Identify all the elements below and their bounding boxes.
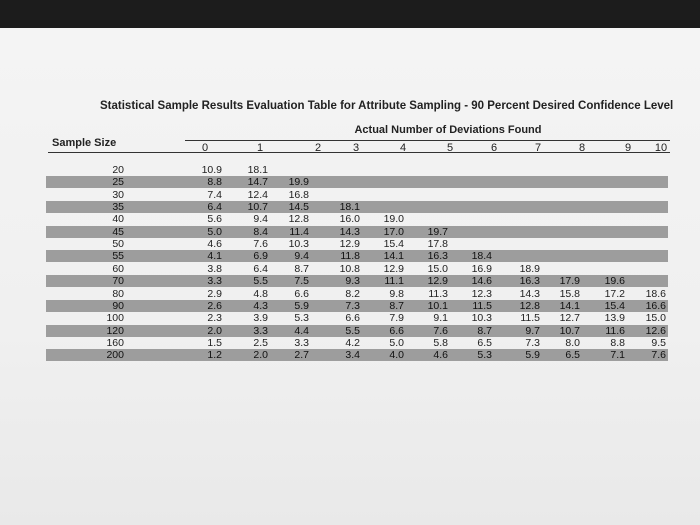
upper-limit-cell: 8.2 [345,287,360,300]
deviation-header-10: 10 [654,142,668,154]
upper-limit-cell: 12.9 [339,238,360,251]
upper-limit-cell: 8.8 [610,336,625,349]
upper-limit-cell: 8.7 [294,262,309,275]
upper-limit-cell: 10.9 [201,164,222,176]
sample-size-cell: 80 [112,287,124,300]
upper-limit-cell: 11.8 [340,250,360,263]
table-row [46,213,668,225]
deviation-header-3: 3 [352,142,360,154]
table-row [46,325,668,337]
upper-limit-cell: 5.8 [433,336,448,349]
upper-limit-cell: 7.6 [433,324,448,337]
sample-size-cell: 45 [112,225,124,238]
upper-limit-cell: 8.7 [389,299,404,312]
upper-limit-cell: 12.7 [559,312,580,325]
upper-limit-cell: 5.6 [207,213,222,226]
upper-limit-cell: 10.3 [288,238,309,251]
upper-limit-cell: 19.0 [383,213,404,226]
upper-limit-cell: 8.7 [477,324,492,337]
upper-limit-cell: 10.8 [339,262,360,275]
upper-limit-cell: 3.8 [207,262,222,275]
upper-limit-cell: 9.4 [294,250,309,263]
upper-limit-cell: 6.4 [253,262,268,275]
upper-limit-cell: 1.5 [207,336,222,349]
upper-limit-cell: 5.0 [389,336,404,349]
sample-size-cell: 120 [106,324,124,337]
sample-size-cell: 25 [112,176,124,189]
upper-limit-cell: 19.6 [604,275,625,288]
sample-size-cell: 35 [112,201,124,214]
upper-limit-cell: 2.9 [207,287,222,300]
table-row [46,176,668,188]
upper-limit-cell: 9.7 [525,324,540,337]
sample-size-cell: 60 [112,262,124,275]
upper-limit-cell: 18.9 [519,262,540,275]
upper-limit-cell: 14.7 [247,176,268,189]
sample-size-cell: 50 [112,238,124,251]
upper-limit-cell: 14.3 [519,287,540,300]
deviation-header-2: 2 [314,142,322,154]
upper-limit-cell: 4.0 [389,349,404,362]
upper-limit-cell: 9.4 [253,213,268,226]
upper-limit-cell: 16.6 [645,299,666,312]
upper-limit-cell: 1.2 [207,349,222,362]
upper-limit-cell: 11.3 [428,287,448,300]
upper-limit-cell: 5.5 [253,275,268,288]
upper-limit-cell: 15.0 [427,262,448,275]
upper-limit-cell: 10.1 [427,299,448,312]
upper-limit-cell: 16.3 [519,275,540,288]
upper-limit-cell: 15.0 [645,312,666,325]
upper-limit-cell: 16.3 [427,250,448,263]
upper-limit-cell: 9.1 [433,312,448,325]
upper-limit-cell: 15.8 [559,287,580,300]
upper-limit-cell: 5.3 [294,312,309,325]
upper-limit-cell: 6.6 [389,324,404,337]
upper-limit-cell: 17.8 [427,238,448,251]
upper-limit-cell: 11.5 [472,299,492,312]
upper-limit-cell: 5.5 [345,324,360,337]
table-row [46,337,668,349]
upper-limit-cell: 3.9 [253,312,268,325]
upper-limit-cell: 11.4 [289,225,309,238]
table-row [46,312,668,324]
upper-limit-cell: 14.1 [559,299,580,312]
sample-size-cell: 160 [106,336,124,349]
upper-limit-cell: 19.7 [427,225,448,238]
upper-limit-cell: 3.3 [253,324,268,337]
sample-size-cell: 90 [112,299,124,312]
deviation-header-8: 8 [578,142,586,154]
table-row [46,201,668,213]
upper-limit-cell: 5.9 [294,299,309,312]
sample-size-cell: 200 [106,349,124,362]
upper-limit-cell: 4.2 [345,336,360,349]
upper-limit-cell: 7.6 [253,238,268,251]
upper-limit-cell: 12.3 [471,287,492,300]
upper-limit-cell: 15.4 [604,299,625,312]
table-row [46,275,668,287]
deviation-header-6: 6 [490,142,498,154]
upper-limit-cell: 9.5 [651,336,666,349]
upper-limit-cell: 4.8 [253,287,268,300]
upper-limit-cell: 3.4 [345,349,360,362]
upper-limit-cell: 12.6 [645,324,666,337]
table-row [46,238,668,250]
table-row [46,263,668,275]
upper-limit-cell: 9.8 [389,287,404,300]
upper-limit-cell: 2.5 [253,336,268,349]
upper-limit-cell: 5.3 [477,349,492,362]
upper-limit-cell: 14.1 [383,250,404,263]
upper-limit-cell: 12.9 [427,275,448,288]
sample-size-cell: 55 [112,250,124,263]
deviation-header-1: 1 [256,142,264,154]
deviation-header-0: 0 [201,142,209,154]
upper-limit-cell: 2.3 [207,312,222,325]
upper-limit-cell: 6.5 [565,349,580,362]
upper-limit-cell: 10.7 [559,324,580,337]
upper-limit-cell: 17.2 [604,287,625,300]
table-row [46,300,668,312]
upper-limit-cell: 16.0 [339,213,360,226]
upper-limit-cell: 14.5 [288,201,309,214]
deviation-header-9: 9 [624,142,632,154]
upper-limit-cell: 18.4 [471,250,492,263]
upper-limit-cell: 3.3 [294,336,309,349]
upper-limit-cell: 2.6 [207,299,222,312]
upper-limit-cell: 2.0 [207,324,222,337]
upper-limit-cell: 19.9 [288,176,309,189]
upper-limit-cell: 6.9 [253,250,268,263]
deviations-header: Actual Number of Deviations Found [354,124,542,136]
upper-limit-cell: 4.6 [207,238,222,251]
upper-limit-cell: 17.9 [559,275,580,288]
upper-limit-cell: 4.4 [294,324,309,337]
upper-limit-cell: 17.0 [383,225,404,238]
deviation-header-7: 7 [534,142,542,154]
upper-limit-cell: 10.7 [247,201,268,214]
upper-limit-cell: 11.1 [384,275,404,288]
upper-limit-cell: 6.6 [345,312,360,325]
upper-limit-cell: 8.4 [253,225,268,238]
sample-size-cell: 70 [112,275,124,288]
header-divider [185,140,670,141]
upper-limit-cell: 7.4 [207,188,222,201]
upper-limit-cell: 9.3 [345,275,360,288]
upper-limit-cell: 12.8 [519,299,540,312]
upper-limit-cell: 14.3 [339,225,360,238]
upper-limit-cell: 7.1 [610,349,625,362]
upper-limit-cell: 11.6 [605,324,625,337]
upper-limit-cell: 13.9 [604,312,625,325]
upper-limit-cell: 12.8 [288,213,309,226]
deviation-header-4: 4 [399,142,407,154]
upper-limit-cell: 7.3 [525,336,540,349]
upper-limit-cell: 16.9 [471,262,492,275]
table-row [46,250,668,262]
table-row [46,288,668,300]
sample-size-header: Sample Size [52,137,117,149]
upper-limit-cell: 12.4 [247,188,268,201]
deviation-header-5: 5 [446,142,454,154]
upper-limit-cell: 15.4 [383,238,404,251]
upper-limit-cell: 4.6 [433,349,448,362]
upper-limit-cell: 18.1 [339,201,360,214]
table-row [46,164,668,176]
upper-limit-cell: 2.0 [253,349,268,362]
upper-limit-cell: 8.0 [565,336,580,349]
upper-limit-cell: 5.0 [207,225,222,238]
sample-size-cell: 40 [112,213,124,226]
upper-limit-cell: 16.8 [288,188,309,201]
sample-size-cell: 30 [112,188,124,201]
upper-limit-cell: 11.5 [520,312,540,325]
upper-limit-cell: 18.6 [645,287,666,300]
upper-limit-cell: 8.8 [207,176,222,189]
upper-limit-cell: 6.6 [294,287,309,300]
upper-limit-cell: 7.9 [389,312,404,325]
sample-size-cell: 100 [106,312,124,325]
upper-limit-cell: 3.3 [207,275,222,288]
sample-size-cell: 20 [112,164,124,176]
upper-limit-cell: 2.7 [294,349,309,362]
upper-limit-cell: 5.9 [525,349,540,362]
upper-limit-cell: 7.3 [345,299,360,312]
document-page [0,28,700,525]
table-row [46,189,668,201]
upper-limit-cell: 14.6 [471,275,492,288]
upper-limit-cell: 10.3 [471,312,492,325]
table-row [46,226,668,238]
upper-limit-cell: 12.9 [383,262,404,275]
table-row [46,349,668,361]
upper-limit-cell: 18.1 [247,164,268,176]
upper-limit-cell: 4.3 [253,299,268,312]
upper-limit-cell: 7.6 [651,349,666,362]
upper-limit-cell: 6.4 [207,201,222,214]
upper-limit-cell: 6.5 [477,336,492,349]
upper-limit-cell: 7.5 [294,275,309,288]
upper-limit-cell: 4.1 [207,250,222,263]
table-title: Statistical Sample Results Evaluation Table for Attribute Sampling - 90 Percent Desired Confidence Level [100,100,674,112]
